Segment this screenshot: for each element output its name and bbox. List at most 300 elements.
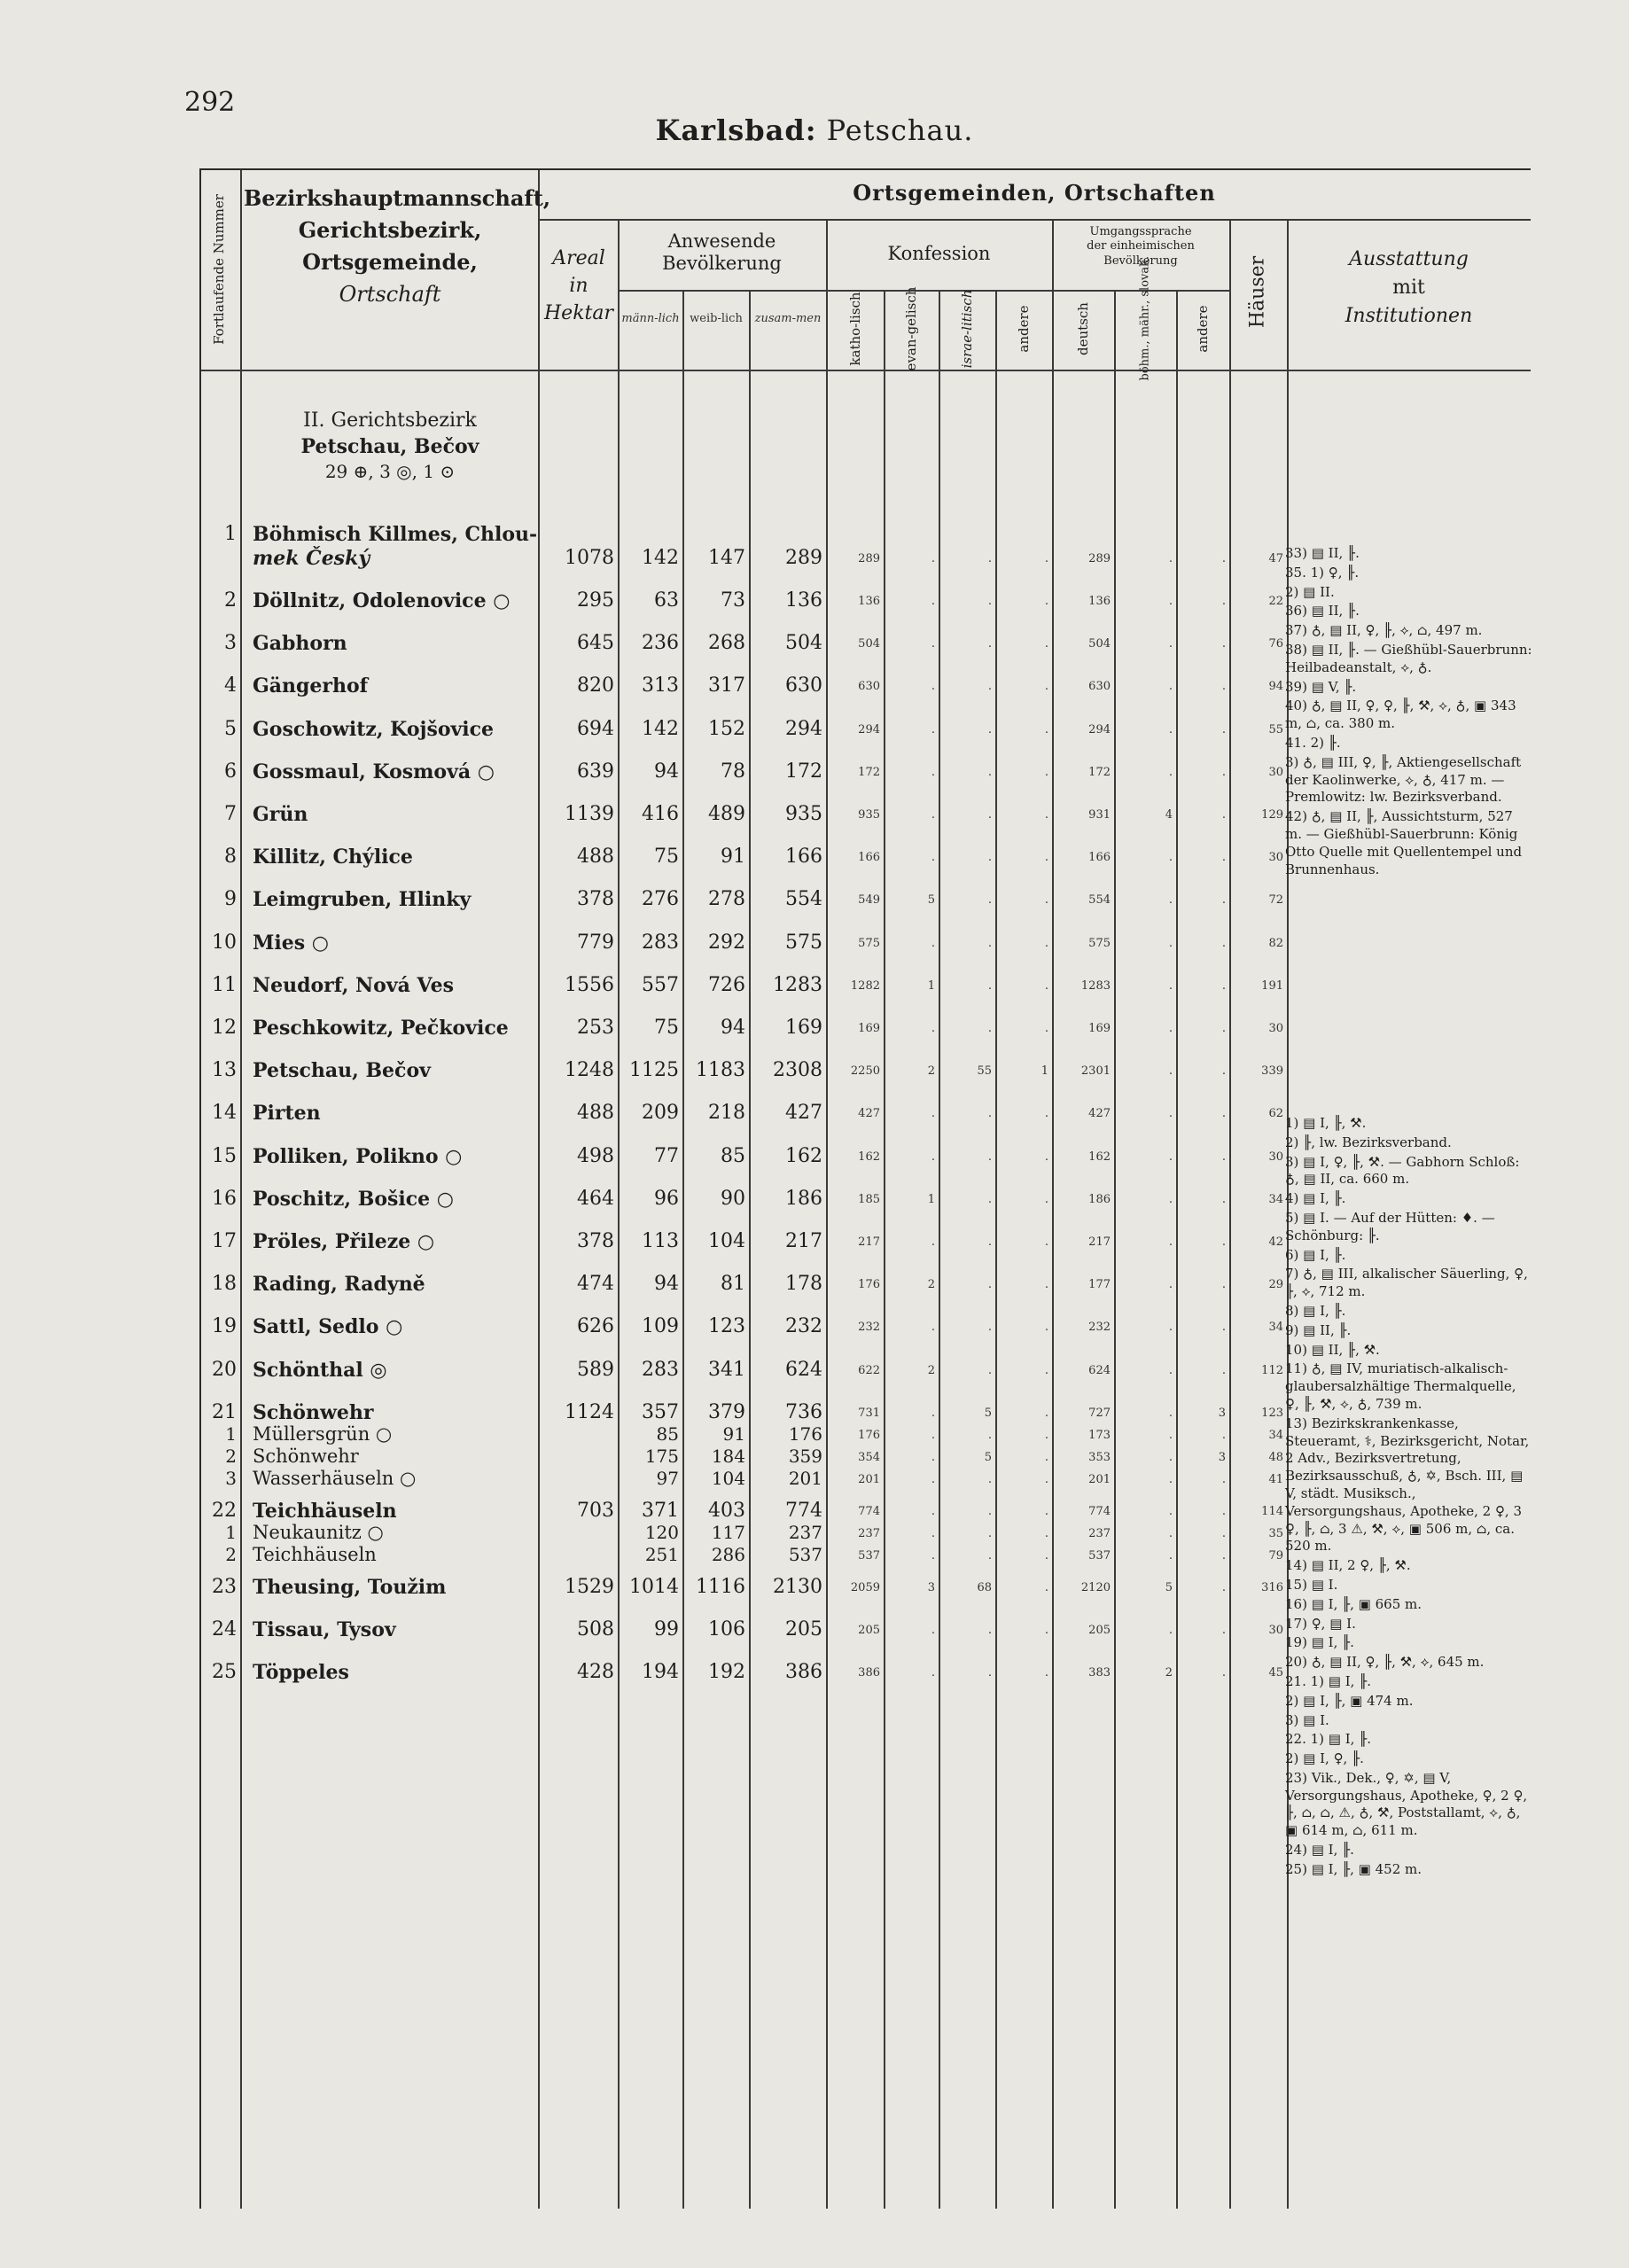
place-name: Polliken, Polikno ○ (253, 1144, 463, 1168)
cell-oth: . (1221, 1022, 1226, 1035)
place-name: Teichhäuseln (253, 1543, 377, 1565)
cell-isr: 55 (977, 1064, 992, 1079)
cell-ev: . (931, 765, 935, 779)
cell-de: 172 (1088, 765, 1111, 779)
cell-ev: . (931, 1450, 935, 1464)
note-entry: 13) Bezirkskrankenkasse, Steueramt, ⚕, Bezirksgericht, Notar, 2 Adv., Bezirksvertretung, Bezirksausschuß, ♁, ✡, Bsch. III, ▤ V, städt. Musiksch., Versorgungshaus, Apotheke, 2 ♀, 3 ♀, ╟, ⌂, 3 ⚠, ⚒, ⟡, ▣ 506 m, ⌂, ca. 520 m. (1285, 1415, 1530, 1555)
cell-de: 353 (1088, 1450, 1111, 1464)
cell-ev: . (931, 1321, 935, 1335)
cell-cz: . (1168, 1504, 1173, 1518)
cell-ev: . (931, 1666, 935, 1680)
cell-oth: . (1221, 893, 1226, 908)
cell-ev: 2 (927, 1363, 935, 1377)
cell-and: . (1044, 936, 1048, 950)
cell-and: . (1044, 552, 1048, 565)
cell-h: 316 (1261, 1580, 1283, 1594)
place-name: Pröles, Přileze ○ (253, 1230, 435, 1253)
cell-z: 554 (785, 888, 822, 911)
header-weiblich: weib-lich (690, 312, 743, 325)
cell-cz: . (1168, 1321, 1173, 1335)
note-entry: 21. 1) ▤ I, ╟. (1285, 1672, 1371, 1689)
cell-isr: . (987, 1278, 992, 1292)
note-entry: 2) ╟, lw. Bezirksverband. (1285, 1134, 1452, 1150)
cell-and: . (1044, 1321, 1048, 1335)
cell-w: 341 (708, 1358, 745, 1381)
cell-w: 152 (708, 717, 745, 740)
cell-isr: . (987, 1235, 992, 1249)
gerichtsbezirk-heading: II. Gerichtsbezirk Petschau, Bečov 29 ⊕, 3 ◎, 1 ⊙ (300, 409, 479, 483)
cell-h: 94 (1268, 680, 1283, 694)
cell-m: 94 (654, 1273, 679, 1296)
cell-areal: 1139 (565, 803, 614, 825)
cell-cz: . (1168, 595, 1173, 608)
row-number: 24 (212, 1618, 237, 1641)
cell-kath: 162 (858, 1150, 880, 1164)
cell-h: 82 (1268, 936, 1283, 950)
cell-m: 85 (656, 1422, 679, 1445)
cell-de: 169 (1088, 1022, 1111, 1035)
cell-cz: . (1168, 1363, 1173, 1377)
cell-isr: . (987, 1666, 992, 1680)
note-entry: 9) ▤ II, ╟. (1285, 1321, 1352, 1338)
cell-cz: . (1168, 1235, 1173, 1249)
note-entry: 11) ♁, ▤ IV, muriatisch-alkalisch-glaubersalzhältige Thermalquelle, ♀, ╟, ⚒, ⟡, ♁, 739 m. (1285, 1360, 1516, 1412)
cell-cz: . (1168, 1150, 1173, 1164)
place-name: Neudorf, Nová Ves (253, 973, 454, 997)
cell-ev: . (931, 1406, 935, 1420)
cell-m: 175 (644, 1445, 679, 1467)
cell-and: . (1044, 1235, 1048, 1249)
cell-and: . (1044, 851, 1048, 865)
cell-areal: 645 (577, 632, 614, 655)
header-andere-sprache: andere (1195, 305, 1211, 353)
cell-z: 166 (785, 846, 822, 869)
cell-isr: . (987, 1022, 992, 1035)
cell-ev: . (931, 595, 935, 608)
cell-ev: 3 (927, 1580, 935, 1594)
running-head-place: Karlsbad: (655, 113, 817, 147)
note-entry: 2) ▤ I, ♀, ╟. (1285, 1750, 1364, 1767)
cell-h: 34 (1268, 1192, 1283, 1206)
cell-de: 1283 (1080, 978, 1111, 993)
cell-h: 72 (1268, 893, 1283, 908)
cell-oth: . (1221, 595, 1226, 608)
cell-kath: 2059 (850, 1580, 880, 1594)
cell-w: 106 (708, 1618, 745, 1641)
cell-w: 286 (711, 1543, 745, 1565)
cell-z: 935 (785, 803, 822, 825)
cell-w: 489 (708, 803, 745, 825)
place-name: Gabhorn (253, 632, 347, 656)
cell-ev: . (931, 637, 935, 651)
cell-w: 90 (721, 1187, 745, 1210)
cell-and: . (1044, 722, 1048, 737)
cell-w: 91 (722, 1422, 745, 1445)
cell-cz: . (1168, 1278, 1173, 1292)
cell-ev: 2 (927, 1064, 935, 1079)
cell-and: . (1044, 1624, 1048, 1637)
cell-and: . (1044, 1472, 1048, 1486)
cell-cz: . (1168, 722, 1173, 737)
header-israelitisch: israe-litisch (959, 289, 975, 369)
header-konfession: Konfession (887, 243, 991, 264)
cell-and: . (1044, 1406, 1048, 1420)
cell-cz: . (1168, 1526, 1173, 1540)
place-name: Poschitz, Bošice ○ (253, 1187, 454, 1211)
cell-w: 278 (708, 888, 745, 911)
cell-de: 504 (1088, 637, 1111, 651)
cell-m: 251 (644, 1543, 679, 1565)
cell-isr: 68 (977, 1580, 992, 1594)
cell-z: 237 (788, 1521, 822, 1543)
row-number: 2 (225, 1543, 237, 1565)
note-entry: 3) ▤ I. (1285, 1711, 1329, 1728)
cell-ev: 2 (927, 1278, 935, 1292)
cell-cz: . (1168, 936, 1173, 950)
cell-areal: 703 (577, 1499, 614, 1522)
cell-and: . (1044, 1666, 1048, 1680)
cell-oth: . (1221, 1526, 1226, 1540)
cell-kath: 575 (858, 936, 880, 950)
row-number: 2 (224, 589, 237, 612)
cell-areal: 820 (577, 674, 614, 698)
cell-w: 317 (708, 674, 745, 698)
place-name: Schönthal ◎ (253, 1358, 387, 1382)
cell-oth: . (1221, 808, 1226, 822)
cell-and: . (1044, 808, 1048, 822)
row-number: 9 (224, 888, 237, 911)
cell-de: 630 (1088, 680, 1111, 694)
cell-oth: . (1221, 1624, 1226, 1637)
cell-h: 114 (1261, 1504, 1283, 1518)
header-haeuser: Häuser (1246, 255, 1269, 329)
cell-h: 41 (1268, 1472, 1283, 1486)
cell-m: 113 (642, 1230, 679, 1252)
cell-oth: . (1221, 851, 1226, 865)
cell-areal: 488 (577, 1102, 614, 1125)
cell-kath: 289 (858, 552, 880, 565)
cell-cz: . (1168, 1406, 1173, 1420)
cell-kath: 172 (858, 765, 880, 779)
place-name: Peschkowitz, Pečkovice (253, 1017, 509, 1040)
cell-h: 30 (1268, 765, 1283, 779)
cell-isr: . (987, 808, 992, 822)
cell-kath: 169 (858, 1022, 880, 1035)
cell-cz: . (1168, 978, 1173, 993)
cell-ev: . (931, 722, 935, 737)
cell-areal: 779 (577, 931, 614, 954)
cell-h: 34 (1268, 1428, 1283, 1442)
cell-w: 123 (708, 1315, 745, 1338)
cell-oth: . (1221, 722, 1226, 737)
cell-w: 1183 (696, 1059, 745, 1082)
note-entry: 39) ▤ V, ╟. (1285, 678, 1357, 695)
cell-isr: 5 (984, 1450, 992, 1464)
cell-de: 186 (1088, 1192, 1111, 1206)
note-entry: 1) ▤ I, ╟, ⚒. (1285, 1115, 1367, 1131)
cell-areal: 589 (577, 1358, 614, 1381)
cell-h: 30 (1268, 1624, 1283, 1637)
cell-kath: 185 (858, 1192, 880, 1206)
cell-de: 624 (1088, 1363, 1111, 1377)
cell-isr: . (987, 680, 992, 694)
cell-z: 178 (785, 1273, 822, 1296)
note-entry: 7) ♁, ▤ III, alkalischer Säuerling, ♀, ╟, ⟡, 712 m. (1285, 1266, 1528, 1300)
row-number: 1 (225, 1521, 237, 1543)
cell-de: 162 (1088, 1150, 1111, 1164)
cell-and: . (1044, 637, 1048, 651)
place-name: Tissau, Tysov (253, 1618, 396, 1641)
cell-and: . (1044, 978, 1048, 993)
cell-h: 62 (1268, 1107, 1283, 1121)
cell-h: 112 (1261, 1363, 1283, 1377)
cell-de: 575 (1088, 936, 1111, 950)
note-entry: 37) ♁, ▤ II, ♀, ╟, ⟡, ⌂, 497 m. (1285, 622, 1483, 639)
cell-de: 173 (1088, 1428, 1111, 1442)
place-name: Petschau, Bečov (253, 1059, 431, 1083)
cell-w: 91 (721, 846, 745, 869)
cell-oth: . (1221, 1504, 1226, 1518)
header-zusammen: zusam-men (754, 312, 822, 325)
cell-areal: 295 (577, 589, 614, 612)
cell-kath: 504 (858, 637, 880, 651)
cell-areal: 464 (577, 1187, 614, 1210)
cell-ev: . (931, 851, 935, 865)
header-bevoelkerung: Anwesende Bevölkerung (662, 230, 782, 275)
cell-ev: . (931, 936, 935, 950)
cell-and: . (1044, 1548, 1048, 1563)
row-number: 25 (212, 1661, 237, 1684)
cell-z: 136 (785, 589, 822, 612)
cell-z: 205 (785, 1618, 822, 1641)
cell-w: 94 (721, 1017, 745, 1039)
cell-areal: 1529 (565, 1575, 614, 1598)
cell-oth: . (1221, 637, 1226, 651)
cell-ev: 1 (927, 1192, 935, 1206)
cell-z: 359 (788, 1445, 822, 1467)
cell-ev: 5 (927, 893, 935, 908)
note-entry: 33) ▤ II, ╟. (1285, 545, 1360, 561)
cell-h: 30 (1268, 851, 1283, 865)
header-boehmisch: böhm., mähr., slovak. (1138, 255, 1152, 381)
row-number: 17 (212, 1230, 237, 1252)
row-number: 5 (224, 717, 237, 740)
cell-kath: 537 (858, 1548, 880, 1563)
cell-de: 537 (1088, 1548, 1111, 1563)
cell-oth: . (1221, 765, 1226, 779)
cell-cz: 5 (1165, 1580, 1173, 1594)
cell-isr: . (987, 1472, 992, 1486)
cell-isr: . (987, 1192, 992, 1206)
cell-areal: 474 (577, 1273, 614, 1296)
cell-ev: . (931, 1150, 935, 1164)
cell-areal: 1078 (565, 547, 614, 569)
cell-m: 109 (642, 1315, 679, 1338)
cell-h: 191 (1261, 978, 1283, 993)
note-entry: 16) ▤ I, ╟, ▣ 665 m. (1285, 1595, 1422, 1612)
cell-cz: . (1168, 851, 1173, 865)
cell-z: 774 (785, 1499, 822, 1522)
cell-z: 537 (788, 1543, 822, 1565)
cell-ev: . (931, 808, 935, 822)
note-entry: 23) Vik., Dek., ♀, ✡, ▤ V, Versorgungshaus, Apotheke, ♀, 2 ♀, ╟, ⌂, ⌂, ⚠, ♁, ⚒, Poststallamt, ⟡, ♁, ▣ 614 m, ⌂, 611 m. (1285, 1769, 1528, 1839)
cell-m: 97 (656, 1467, 679, 1489)
header-areal: Areal in Hektar (543, 247, 613, 324)
cell-kath: 237 (858, 1526, 880, 1540)
cell-h: 30 (1268, 1150, 1283, 1164)
cell-and: . (1044, 595, 1048, 608)
cell-m: 236 (642, 632, 679, 655)
row-number: 14 (212, 1102, 237, 1125)
cell-w: 85 (721, 1144, 745, 1167)
cell-kath: 549 (858, 893, 880, 908)
cell-cz: . (1168, 680, 1173, 694)
cell-z: 630 (785, 674, 822, 698)
cell-ev: . (931, 1235, 935, 1249)
cell-and: . (1044, 1526, 1048, 1540)
cell-areal: 626 (577, 1315, 614, 1338)
row-number: 16 (212, 1187, 237, 1210)
cell-z: 2308 (773, 1059, 822, 1082)
cell-kath: 217 (858, 1235, 880, 1249)
place-name: Killitz, Chýlice (253, 846, 413, 869)
cell-and: . (1044, 1150, 1048, 1164)
cell-w: 73 (721, 589, 745, 612)
cell-kath: 294 (858, 722, 880, 737)
cell-oth: . (1221, 1278, 1226, 1292)
row-number: 21 (212, 1400, 237, 1423)
cell-isr: . (987, 893, 992, 908)
place-name: Leimgruben, Hlinky (253, 888, 472, 912)
cell-oth: . (1221, 936, 1226, 950)
cell-m: 77 (654, 1144, 679, 1167)
cell-and: . (1044, 1504, 1048, 1518)
cell-areal: 508 (577, 1618, 614, 1641)
cell-and: . (1044, 1450, 1048, 1464)
header-maennlich: männ-lich (621, 312, 680, 325)
cell-z: 575 (785, 931, 822, 954)
cell-cz: . (1168, 1022, 1173, 1035)
cell-cz: 4 (1165, 808, 1173, 822)
cell-h: 339 (1261, 1064, 1283, 1079)
cell-isr: . (987, 765, 992, 779)
note-entry: 20) ♁, ▤ II, ♀, ╟, ⚒, ⟡, 645 m. (1285, 1654, 1485, 1671)
cell-oth: . (1221, 978, 1226, 993)
note-entry: 22. 1) ▤ I, ╟. (1285, 1731, 1371, 1748)
cell-ev: . (931, 1472, 935, 1486)
cell-and: . (1044, 1428, 1048, 1442)
row-number: 7 (224, 803, 237, 825)
cell-isr: . (987, 637, 992, 651)
note-entry: 6) ▤ I, ╟. (1285, 1246, 1346, 1263)
cell-cz: . (1168, 1548, 1173, 1563)
cell-cz: . (1168, 1450, 1173, 1464)
cell-ev: . (931, 680, 935, 694)
cell-areal: 694 (577, 717, 614, 740)
cell-m: 209 (642, 1102, 679, 1125)
cell-kath: 354 (858, 1450, 880, 1464)
place-name: Gossmaul, Kosmová ○ (253, 760, 495, 783)
cell-isr: . (987, 1321, 992, 1335)
place-name: Sattl, Sedlo ○ (253, 1315, 403, 1339)
cell-m: 416 (642, 803, 679, 825)
cell-z: 232 (785, 1315, 822, 1338)
cell-and: . (1044, 1278, 1048, 1292)
cell-kath: 205 (858, 1624, 880, 1637)
cell-w: 78 (721, 760, 745, 783)
cell-m: 194 (642, 1661, 679, 1684)
cell-de: 554 (1088, 893, 1111, 908)
header-deutsch: deutsch (1075, 302, 1091, 355)
cell-kath: 176 (858, 1278, 880, 1292)
cell-w: 184 (711, 1445, 745, 1467)
cell-z: 2130 (773, 1575, 822, 1598)
cell-cz: . (1168, 552, 1173, 565)
cell-w: 104 (708, 1230, 745, 1252)
note-entry: 3) ▤ I, ♀, ╟, ⚒. — Gabhorn Schloß: ♁, ▤ II, ca. 660 m. (1285, 1153, 1520, 1188)
cell-m: 313 (642, 674, 679, 698)
cell-m: 1014 (629, 1575, 679, 1598)
note-entry: 8) ▤ I, ╟. (1285, 1302, 1346, 1319)
cell-de: 931 (1088, 808, 1111, 822)
place-name-line2: mek Český (253, 547, 370, 570)
note-entry: 19) ▤ I, ╟. (1285, 1634, 1354, 1651)
notes-bottom (1285, 1115, 1533, 1881)
cell-oth: . (1221, 1548, 1226, 1563)
header-ortsgemeinden: Ortsgemeinden, Ortschaften (853, 180, 1216, 206)
row-number: 1 (225, 1422, 237, 1445)
note-entry: 4) ▤ I, ╟. (1285, 1190, 1346, 1207)
cell-de: 294 (1088, 722, 1111, 737)
cell-w: 292 (708, 931, 745, 954)
cell-isr: . (987, 552, 992, 565)
cell-kath: 1282 (850, 978, 880, 993)
cell-ev: . (931, 1428, 935, 1442)
cell-w: 81 (721, 1273, 745, 1296)
cell-ev: 1 (927, 978, 935, 993)
cell-ev: . (931, 1548, 935, 1563)
cell-isr: . (987, 1624, 992, 1637)
cell-h: 47 (1268, 552, 1283, 565)
row-number: 6 (224, 760, 237, 783)
cell-and: . (1044, 765, 1048, 779)
cell-areal: 378 (577, 1230, 614, 1252)
row-number: 4 (224, 674, 237, 698)
cell-oth: . (1221, 680, 1226, 694)
place-name: Neukaunitz ○ (253, 1521, 384, 1543)
cell-isr: . (987, 1504, 992, 1518)
cell-oth: 3 (1218, 1406, 1226, 1420)
cell-and: . (1044, 1580, 1048, 1594)
cell-ev: . (931, 1526, 935, 1540)
cell-oth: . (1221, 1235, 1226, 1249)
cell-m: 371 (642, 1499, 679, 1522)
cell-w: 192 (708, 1661, 745, 1684)
row-number: 22 (212, 1499, 237, 1522)
cell-cz: . (1168, 1428, 1173, 1442)
cell-de: 217 (1088, 1235, 1111, 1249)
cell-kath: 2250 (850, 1064, 880, 1079)
cell-areal: 639 (577, 760, 614, 783)
note-entry: 10) ▤ II, ╟, ⚒. (1285, 1341, 1380, 1358)
place-name: Gängerhof (253, 674, 369, 698)
row-number: 13 (212, 1059, 237, 1082)
place-name: Schönwehr (253, 1445, 359, 1467)
cell-areal: 1248 (565, 1059, 614, 1082)
cell-h: 34 (1268, 1321, 1283, 1335)
row-number: 19 (212, 1315, 237, 1338)
cell-kath: 622 (858, 1363, 880, 1377)
